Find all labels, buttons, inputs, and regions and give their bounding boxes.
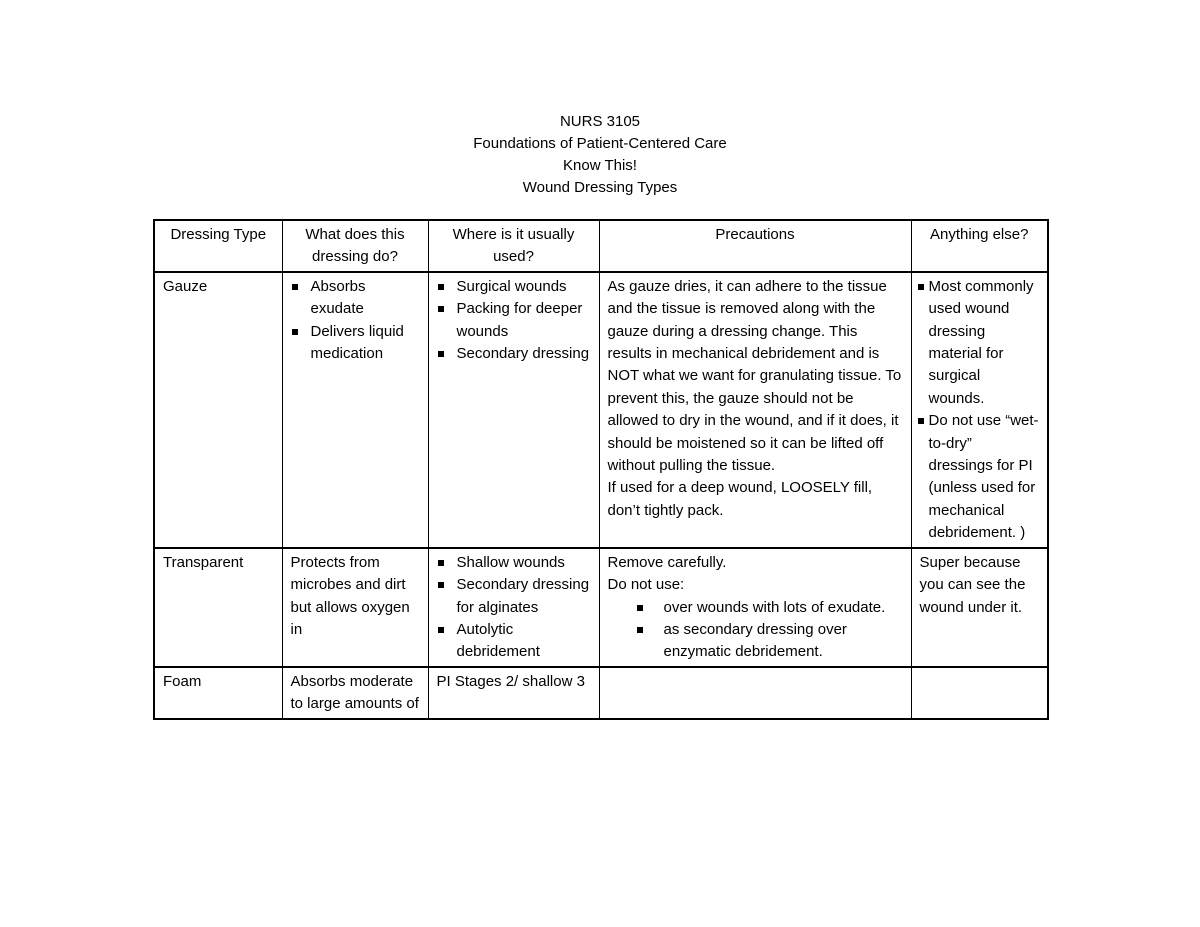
cell-anything-else	[911, 272, 1048, 548]
cell-precautions	[599, 548, 911, 667]
bullet-list	[917, 276, 1040, 545]
table-header-row	[154, 220, 1048, 272]
bullet-list	[437, 552, 591, 664]
cell-dressing-type: Foam	[154, 667, 282, 719]
cell-what-it-does: Absorbs moderate to large amounts of	[282, 667, 428, 719]
list-item: Do not use “wet-to-dry” dressings for PI (unless used for mechanical debridement. )	[917, 410, 1040, 544]
precaution-text: If used for a deep wound, LOOSELY fill, don’t tightly pack.	[607, 479, 873, 519]
cell-anything-else	[911, 667, 1048, 719]
course-code: NURS 3105	[559, 113, 641, 130]
table-row-gauze	[154, 272, 1048, 548]
document-header	[0, 111, 1200, 199]
list-item: Delivers liquid medication	[291, 321, 420, 366]
list-item: Shallow wounds	[437, 552, 591, 574]
cell-anything-else: Super because you can see the wound under it.	[911, 548, 1048, 667]
cell-precautions	[599, 272, 911, 548]
precaution-text: Remove carefully.	[607, 553, 727, 571]
precaution-text: Do not use:	[607, 576, 685, 594]
list-item: Absorbs exudate	[291, 276, 420, 321]
list-item: Most commonly used wound dressing material for surgical wounds.	[917, 276, 1040, 410]
bullet-list	[437, 276, 591, 366]
subtitle: Know This!	[563, 157, 637, 174]
column-header-dressing-type: Dressing Type	[154, 220, 282, 272]
column-header-anything-else: Anything else?	[911, 220, 1048, 272]
list-item: Autolytic debridement	[437, 619, 591, 664]
cell-where-used: PI Stages 2/ shallow 3	[428, 667, 599, 719]
course-title: Foundations of Patient-Centered Care	[473, 135, 727, 152]
cell-dressing-type: Gauze	[154, 272, 282, 548]
table-row-foam	[154, 667, 1048, 719]
precaution-text: As gauze dries, it can adhere to the tissue and the tissue is removed along with the gauze during a dressing change. This results in mechanical debridement and is NOT what we want for granulating tissue. To prevent this, the gauze should not be allowed to dry in the wound, and if it does, it should be moistened so it can be lifted off without pulling the tissue.	[607, 277, 902, 475]
bullet-list	[634, 597, 903, 664]
list-item: Secondary dressing	[437, 343, 591, 365]
cell-where-used	[428, 548, 599, 667]
bullet-list	[291, 276, 420, 366]
cell-where-used	[428, 272, 599, 548]
topic-title: Wound Dressing Types	[522, 179, 678, 196]
cell-what-it-does	[282, 272, 428, 548]
wound-dressing-table	[153, 219, 1049, 720]
cell-precautions	[599, 667, 911, 719]
table-row-transparent	[154, 548, 1048, 667]
list-item: over wounds with lots of exudate.	[634, 597, 903, 619]
list-item: Surgical wounds	[437, 276, 591, 298]
column-header-what-it-does: What does this dressing do?	[282, 220, 428, 272]
list-item: Secondary dressing for alginates	[437, 574, 591, 619]
column-header-where-used: Where is it usually used?	[428, 220, 599, 272]
list-item: as secondary dressing over enzymatic debridement.	[634, 619, 903, 664]
column-header-precautions: Precautions	[599, 220, 911, 272]
cell-what-it-does: Protects from microbes and dirt but allows oxygen in	[282, 548, 428, 667]
list-item: Packing for deeper wounds	[437, 298, 591, 343]
cell-dressing-type: Transparent	[154, 548, 282, 667]
